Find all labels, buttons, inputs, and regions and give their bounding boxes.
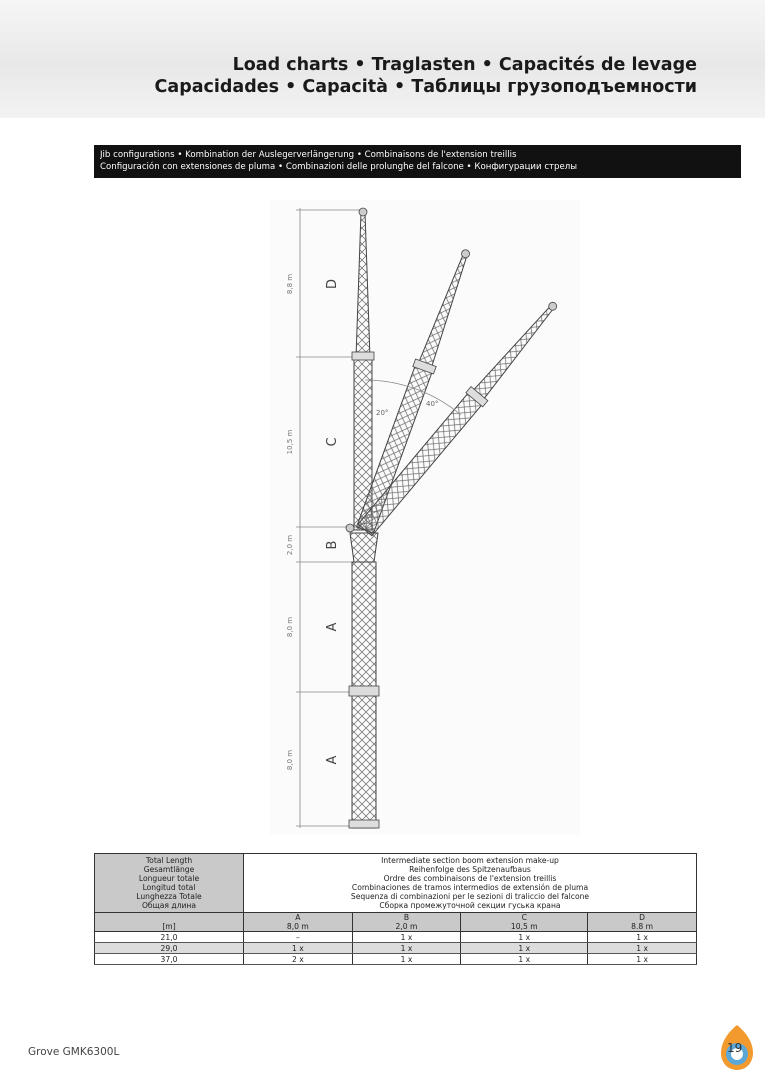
angle-label-40: 40° — [426, 400, 439, 408]
title-line-2: Capacidades • Capacità • Таблицы грузоподъемности — [154, 77, 697, 97]
dim-label-a-lower: 8,0 m — [286, 749, 294, 771]
table-row: 29,0 1 x 1 x 1 x 1 x — [95, 943, 697, 954]
load-chart-table — [94, 853, 697, 965]
column-d-header: D 8.8 m — [588, 913, 697, 932]
dim-label-b: 2,0 m — [286, 534, 294, 556]
section-letter-d: D — [325, 278, 340, 290]
column-a-header: A 8,0 m — [244, 913, 353, 932]
dim-label-d: 8,8 m — [286, 273, 294, 295]
table-row: 21,0 – 1 x 1 x 1 x — [95, 932, 697, 943]
section-letter-b: B — [325, 540, 340, 550]
section-letter-a-upper: A — [325, 622, 340, 632]
page-title — [155, 54, 697, 98]
banner-line-2: Configuración con extensiones de pluma • Combinazioni delle prolunghe del falcone • Конфигурации стрелы — [100, 162, 578, 172]
page-number: 19 — [727, 1041, 743, 1055]
total-length-header: Total Length Gesamtlänge Longueur totale Longitud total Lunghezza Totale Общая длина — [95, 854, 244, 913]
column-header-row — [95, 913, 697, 932]
makeup-header: Intermediate section boom extension make-up Reihenfolge des Spitzenaufbaus Ordre des combinaisons de l'extension treillis Combinaciones de tramos intermedios de extensión de pluma Sequenza di combinazioni per le sezioni di traliccio del falcone Сборка промежуточной секции гуська крана — [244, 854, 697, 913]
unit-cell: [m] — [95, 913, 244, 932]
dim-label-a-upper: 8,0 m — [286, 616, 294, 638]
dim-label-c: 10,5 m — [286, 429, 294, 455]
table-row: 37,0 2 x 1 x 1 x 1 x — [95, 954, 697, 965]
jib-configuration-drawing — [270, 200, 580, 835]
title-line-1: Load charts • Traglasten • Capacités de levage — [232, 55, 697, 75]
section-banner — [94, 145, 741, 178]
footer-model: Grove GMK6300L — [28, 1046, 120, 1058]
banner-line-1: Jib configurations • Kombination der Auslegerverlängerung • Combinaisons de l'extension treillis — [100, 150, 517, 160]
boom-section-a — [349, 562, 379, 828]
angle-label-20: 20° — [376, 409, 389, 417]
section-letter-c: C — [325, 437, 340, 447]
table-header-row — [95, 854, 697, 913]
column-c-header: C 10,5 m — [461, 913, 588, 932]
column-b-header: B 2,0 m — [352, 913, 461, 932]
section-letter-a-lower: A — [325, 755, 340, 765]
